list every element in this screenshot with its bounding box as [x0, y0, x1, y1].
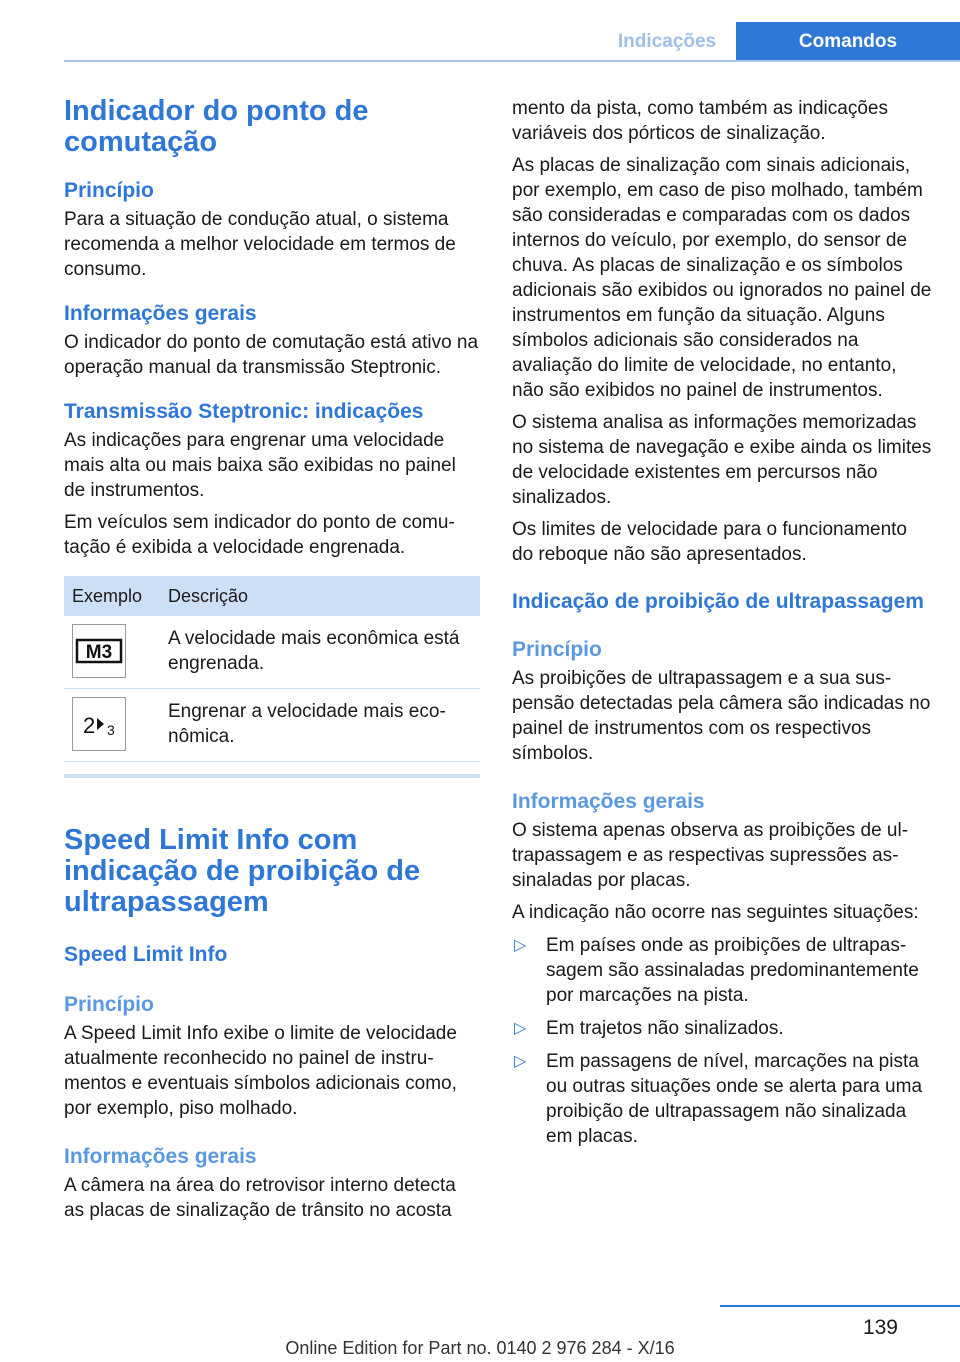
- text-informacoes-gerais: O indicador do ponto de comutação está ativo na operação manual da transmissão Steptronic.: [64, 332, 479, 378]
- left-column: [64, 96, 480, 1223]
- table-end-rule: [64, 774, 480, 778]
- bullet-triangle-icon: ▷: [514, 937, 527, 954]
- text-placas-adicionais: As placas de sinalização com sinais adicionais, por exemplo, em caso de piso molhado, também são consideradas e comparadas com os dados internos do veículo, por exemplo, do sensor de chuva. As placas de sinalização e os símbolos adicionais são exibidos ou ignorados no painel de instrumentos em função da situação. Alguns símbolos adicionais são considerados na avaliação do limite de velocidade, no entanto, não são exibidos no painel de instrumentos.: [512, 155, 932, 401]
- heading-principio: Princípio: [64, 993, 154, 1016]
- gear-target-label: 3: [107, 722, 115, 738]
- header-tab-indicacoes[interactable]: Indicações: [617, 31, 717, 52]
- header-rule: [64, 60, 960, 62]
- text-proibicao-info: O sistema apenas observa as proibições de ultrapassagem e as respectivas supressões assinaladas por placas.: [512, 820, 909, 891]
- bullet-triangle-icon: ▷: [514, 1020, 527, 1037]
- table-cell-example: [64, 689, 160, 762]
- table-header-example: Exemplo: [64, 576, 160, 616]
- right-column: [512, 96, 932, 1157]
- situations-list: [512, 933, 932, 1149]
- text-principio: Para a situação de condução atual, o sistema recomenda a melhor velocidade em termos de consumo.: [64, 209, 456, 280]
- footer-rule: [720, 1305, 960, 1307]
- bullet-triangle-icon: ▷: [514, 1053, 527, 1070]
- heading-transmissao: Transmissão Steptronic: indicações: [64, 400, 424, 423]
- text-navegacao: O sistema analisa as informações memorizadas no sistema de navegação e exibe ainda os limites de velocidade existentes em percursos não sinalizados.: [512, 412, 932, 508]
- table-row: [64, 616, 480, 689]
- heading-principio: Princípio: [64, 179, 154, 202]
- text-situacoes-intro: A indicação não ocorre nas seguintes situações:: [512, 902, 919, 923]
- heading-proibicao-ultrapassagem: Indicação de proibição de ultrapassagem: [512, 590, 924, 613]
- heading-principio: Princípio: [512, 638, 602, 661]
- heading-informacoes-gerais: Informações gerais: [512, 790, 705, 813]
- section-title-shift-indicator: Indicador do ponto de comutação: [64, 95, 369, 158]
- gear-indication-table: [64, 576, 480, 762]
- edition-footer: Online Edition for Part no. 0140 2 976 284 - X/16: [285, 1338, 675, 1358]
- text-speed-limit-principio: A Speed Limit Info exibe o limite de velocidade atualmente reconhecido no painel de instrumentos e eventuais símbolos adicionais como, por exemplo, piso molhado.: [64, 1023, 457, 1119]
- list-item: ▷ Em trajetos não sinalizados.: [514, 1018, 784, 1039]
- gear-current-label: 2: [83, 713, 96, 738]
- header-tab-comandos[interactable]: Comandos: [736, 22, 960, 62]
- text-reboque: Os limites de velocidade para o funcionamento do reboque não são apresentados.: [512, 519, 908, 565]
- table-header-description: Descrição: [160, 576, 480, 616]
- gear-m3-icon: [72, 624, 126, 678]
- text-transmissao-1: As indicações para engrenar uma velocidade mais alta ou mais baixa são exibidas no painel de instrumentos.: [64, 430, 456, 501]
- table-row: [64, 689, 480, 762]
- section-title-speed-limit: Speed Limit Info com indicação de proibição de ultrapassagem: [64, 824, 421, 918]
- heading-informacoes-gerais: Informações gerais: [64, 302, 257, 325]
- text-speed-limit-info: A câmera na área do retrovisor interno detecta as placas de sinalização de trânsito no acosta: [64, 1175, 456, 1221]
- text-proibicao-principio: As proibições de ultrapassagem e a sua suspensão detectadas pela câmera são indicadas no painel de instrumentos com os respectivos símbolos.: [512, 668, 931, 764]
- table-header-row: [64, 576, 480, 616]
- page-number: 139: [862, 1316, 898, 1339]
- gear-shift-up-icon: [72, 697, 126, 751]
- text-continuation: mento da pista, como também as indicações variáveis dos pórticos de sinalização.: [512, 98, 888, 144]
- heading-speed-limit-info: Speed Limit Info: [64, 943, 228, 966]
- heading-informacoes-gerais: Informações gerais: [64, 1145, 257, 1168]
- text-transmissao-2: Em veículos sem indicador do ponto de comutação é exibida a velocidade engrenada.: [64, 512, 455, 558]
- list-item: ▷ Em passagens de nível, marcações na pista ou outras situações onde se alerta para uma proibição de ultrapassagem não sinalizada em placas.: [514, 1051, 923, 1147]
- list-item: ▷ Em países onde as proibições de ultrapassagem são assinaladas predominantemente por marcações na pista.: [514, 935, 919, 1006]
- gear-m3-label: M3: [85, 642, 113, 663]
- table-cell-description: A velocidade mais econômica está engrenada.: [160, 616, 480, 689]
- table-cell-example: [64, 616, 160, 689]
- table-cell-description: Engrenar a velocidade mais econômica.: [160, 689, 480, 762]
